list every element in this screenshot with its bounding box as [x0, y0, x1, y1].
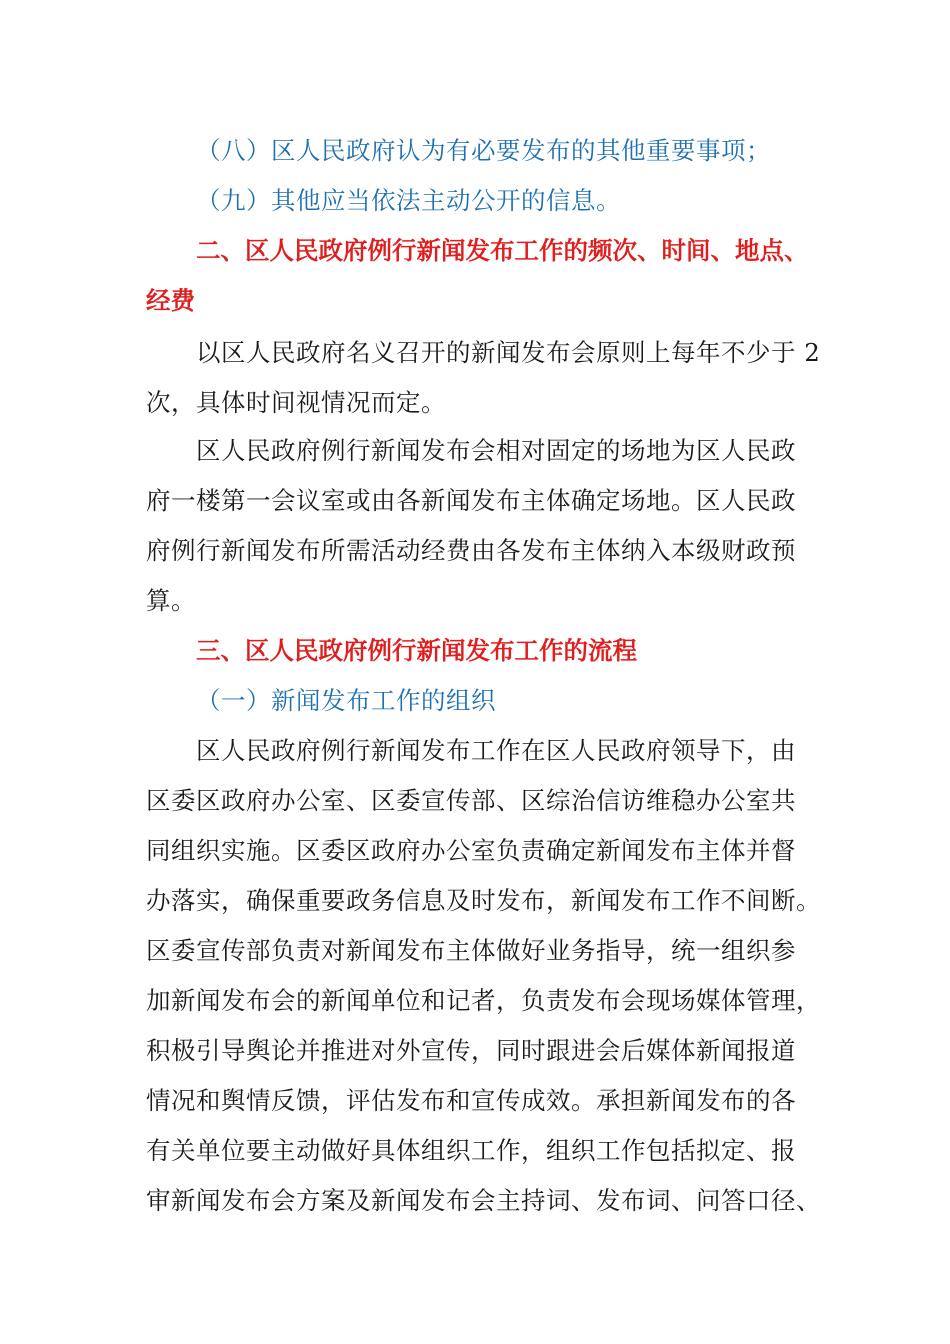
paragraph-line: 有关单位要主动做好具体组织工作，组织工作包括拟定、报 — [146, 1136, 796, 1165]
paragraph-line: 区人民政府例行新闻发布工作在区人民政府领导下，由 — [196, 736, 796, 765]
paragraph-line: 次，具体时间视情况而定。 — [146, 388, 446, 417]
paragraph-line: 同组织实施。区委区政府办公室负责确定新闻发布主体并督 — [146, 836, 796, 865]
paragraph-line: 以区人民政府名义召开的新闻发布会原则上每年不少于 2 — [196, 338, 821, 367]
section-3-heading: 三、区人民政府例行新闻发布工作的流程 — [196, 636, 637, 665]
section-2-heading: 二、区人民政府例行新闻发布工作的频次、时间、地点、 — [196, 236, 809, 265]
paragraph-line: 积极引导舆论并推进对外宣传，同时跟进会后媒体新闻报道 — [146, 1036, 796, 1065]
paragraph-line: 府一楼第一会议室或由各新闻发布主体确定场地。区人民政 — [146, 486, 796, 515]
paragraph-line: 府例行新闻发布所需活动经费由各发布主体纳入本级财政预 — [146, 536, 796, 565]
paragraph-line: 区委宣传部负责对新闻发布主体做好业务指导，统一组织参 — [146, 936, 796, 965]
section-2-heading-continued: 经费 — [146, 286, 195, 315]
subsection-1-heading: （一）新闻发布工作的组织 — [196, 686, 496, 715]
list-item-8: （八）区人民政府认为有必要发布的其他重要事项； — [196, 136, 771, 165]
list-item-9: （九）其他应当依法主动公开的信息。 — [196, 186, 621, 215]
paragraph-line: 区委区政府办公室、区委宣传部、区综治信访维稳办公室共 — [146, 786, 796, 815]
paragraph-line: 情况和舆情反馈，评估发布和宣传成效。承担新闻发布的各 — [146, 1086, 796, 1115]
paragraph-line: 办落实，确保重要政务信息及时发布，新闻发布工作不间断。 — [146, 886, 821, 915]
paragraph-line: 算。 — [146, 586, 196, 615]
paragraph-line: 审新闻发布会方案及新闻发布会主持词、发布词、问答口径、 — [146, 1186, 821, 1215]
paragraph-line: 加新闻发布会的新闻单位和记者，负责发布会现场媒体管理， — [146, 986, 821, 1015]
paragraph-line: 区人民政府例行新闻发布会相对固定的场地为区人民政 — [196, 436, 796, 465]
